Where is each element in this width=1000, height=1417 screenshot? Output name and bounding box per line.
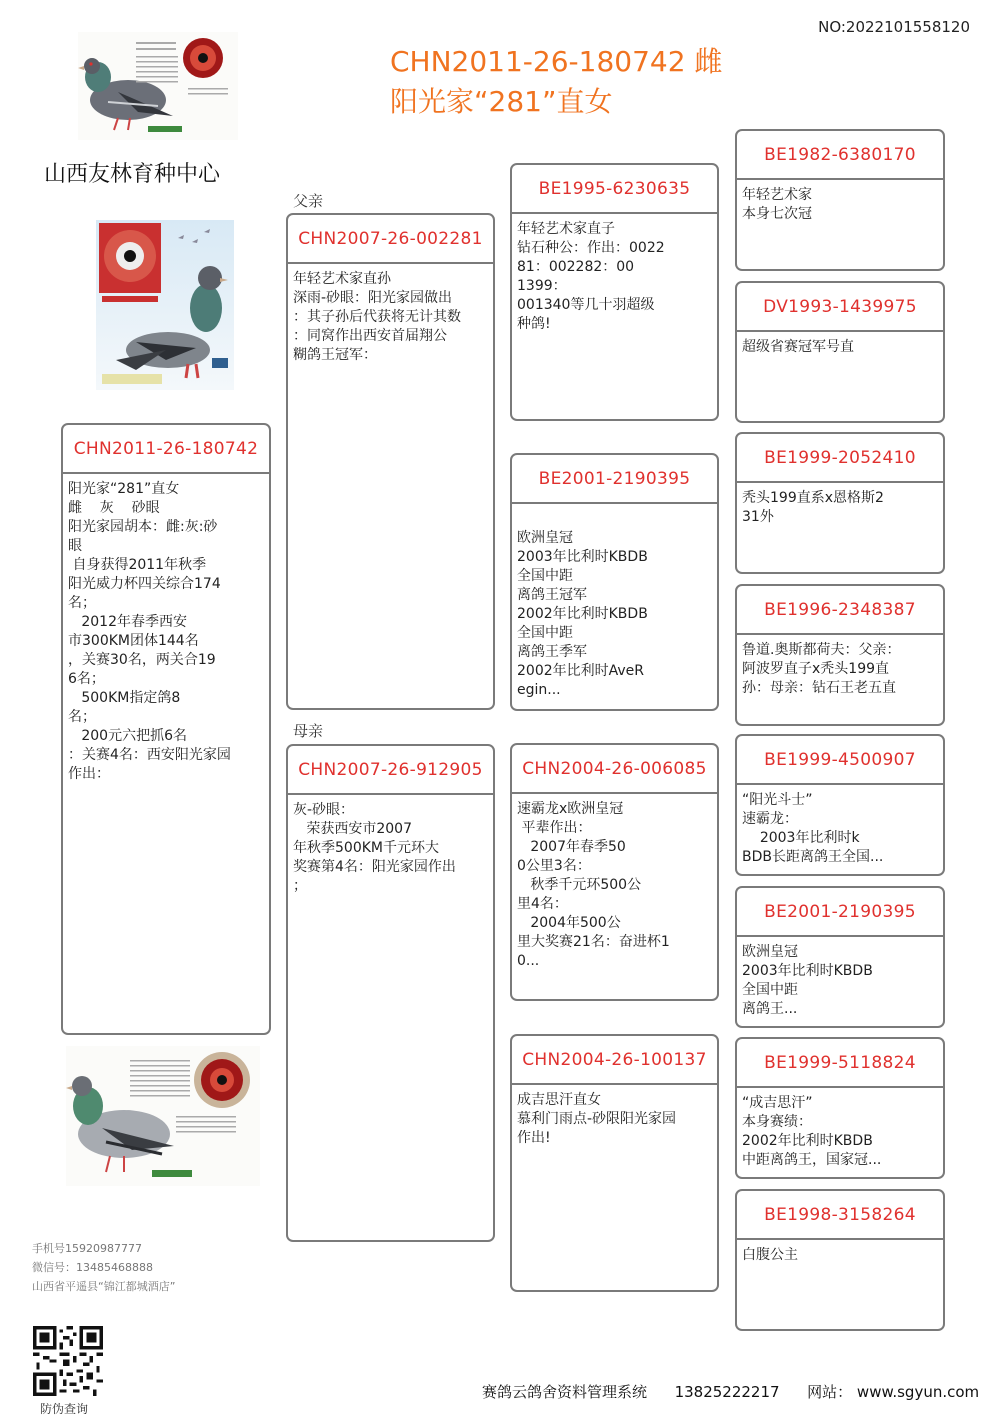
father-card[interactable] (286, 213, 495, 710)
great-grandparent-card[interactable] (735, 584, 945, 726)
contact-wechat: 微信号：13485468888 (32, 1261, 153, 1274)
great-grandparent-card[interactable] (735, 886, 945, 1028)
maternal-grandsire-card[interactable] (510, 743, 719, 1001)
qr-label: 防伪查询 (40, 1402, 89, 1416)
footer-phone: 13825222217 (674, 1383, 780, 1401)
pigeon-card-photo-top (78, 32, 238, 140)
great-grandparent-card[interactable] (735, 1189, 945, 1331)
footer-website-link[interactable]: www.sgyun.com (856, 1383, 980, 1401)
father-section-label: 父亲 (293, 192, 324, 210)
maternal-granddam-card[interactable] (510, 1034, 719, 1292)
contact-address: 山西省平遥县“锦江都城酒店” (32, 1280, 176, 1293)
grandparent-description: 速霸龙x欧洲皇冠 平辈作出： 2007年春季50 0公里3名： 秋季千元环500公 里4名： 2004年500公 里大奖赛21名：奋进杯1 0... (517, 801, 670, 969)
paternal-grandsire-card[interactable] (510, 163, 719, 421)
grandparent-ring-number: BE1995-6230635 (512, 165, 717, 214)
great-grandparent-card[interactable] (735, 1037, 945, 1179)
contact-phone: 手机号15920987777 (32, 1242, 142, 1255)
grandparent-ring-number: CHN2004-26-100137 (512, 1036, 717, 1085)
great-grandparent-ring-number: BE1999-2052410 (737, 434, 943, 483)
great-grandparent-description: 年轻艺术家 本身七次冠 (742, 187, 812, 222)
grandparent-ring-number: BE2001-2190395 (512, 455, 717, 504)
page-subtitle: 阳光家“281”直女 (390, 85, 613, 118)
mother-ring-number: CHN2007-26-912905 (288, 746, 493, 795)
paternal-granddam-card[interactable] (510, 453, 719, 711)
great-grandparent-ring-number: DV1993-1439975 (737, 283, 943, 332)
mother-description: 灰-砂眼： 荣获西安市2007 年秋季500KM千元环大 奖赛第4名：阳光家园作出 ； (293, 802, 456, 894)
pigeon-card-photo-bottom (66, 1046, 260, 1186)
record-number: NO:2022101558120 (818, 18, 970, 36)
great-grandparent-description: 白腹公主 (742, 1247, 798, 1263)
subject-pigeon-card[interactable] (61, 423, 271, 1035)
footer-system-name: 赛鸽云鸽舍资料管理系统 (482, 1383, 648, 1401)
father-description: 年轻艺术家直孙 深雨-砂眼：阳光家园做出 ：其子孙后代获将无计其数 ：同窝作出西安首届翔公 糊鸽王冠军： (293, 271, 461, 363)
subject-description: 阳光家“281”直女 雌 灰 砂眼 阳光家园胡本：雌:灰:砂 眼 自身获得2011年秋季 阳光威力杯四关综合174 名； 2012年春季西安 市300KM团体144名 ，关赛30名，两关合19 6名； 500KM指定鸽8 名； 200元六把抓6名 ：关赛4名：西安阳光家园 作出： (68, 481, 231, 782)
footer (482, 1381, 979, 1402)
subject-ring-number: CHN2011-26-180742 (63, 425, 269, 474)
great-grandparent-ring-number: BE1999-4500907 (737, 736, 943, 785)
great-grandparent-ring-number: BE1996-2348387 (737, 586, 943, 635)
great-grandparent-description: 秃头199直系x恩格斯2 31外 (742, 490, 884, 525)
mother-card[interactable] (286, 744, 495, 1242)
mother-section-label: 母亲 (293, 722, 324, 740)
great-grandparent-description: 欧洲皇冠 2003年比利时KBDB 全国中距 离鸽王... (742, 944, 873, 1017)
grandparent-description: 欧洲皇冠 2003年比利时KBDB 全国中距 离鸽王冠军 2002年比利时KBDB 全国中距 离鸽王季军 2002年比利时AveR egin... (517, 530, 648, 698)
great-grandparent-ring-number: BE1982-6380170 (737, 131, 943, 180)
footer-website-label: 网站： (807, 1383, 853, 1401)
great-grandparent-card[interactable] (735, 129, 945, 271)
great-grandparent-description: “阳光斗士” 速霸龙： 2003年比利时k BDB长距离鸽王全国... (742, 792, 884, 865)
great-grandparent-ring-number: BE1999-5118824 (737, 1039, 943, 1088)
great-grandparent-description: 超级省赛冠军号直 (742, 339, 854, 355)
breeding-center-name: 山西友林育种中心 (44, 162, 221, 187)
page-title: CHN2011-26-180742 雌 (390, 45, 723, 78)
grandparent-description: 年轻艺术家直子 钻石种公：作出：0022 81：002282：00 1399： 001340等几十羽超级 种鸽! (517, 221, 665, 332)
grandparent-ring-number: CHN2004-26-006085 (512, 745, 717, 794)
great-grandparent-description: 鲁道.奥斯都荷夫：父亲： 阿波罗直子x秃头199直 孙：母亲：钻石王老五直 (742, 642, 901, 696)
pigeon-photo-subject (96, 220, 234, 390)
great-grandparent-ring-number: BE2001-2190395 (737, 888, 943, 937)
great-grandparent-card[interactable] (735, 734, 945, 876)
great-grandparent-description: “成吉思汗” 本身赛绩： 2002年比利时KBDB 中距离鸽王，国家冠... (742, 1095, 882, 1168)
great-grandparent-ring-number: BE1998-3158264 (737, 1191, 943, 1240)
great-grandparent-card[interactable] (735, 281, 945, 423)
qr-code[interactable] (33, 1326, 103, 1396)
grandparent-description: 成吉思汗直女 慕利门雨点-砂限阳光家园 作出! (517, 1092, 677, 1146)
great-grandparent-card[interactable] (735, 432, 945, 574)
father-ring-number: CHN2007-26-002281 (288, 215, 493, 264)
